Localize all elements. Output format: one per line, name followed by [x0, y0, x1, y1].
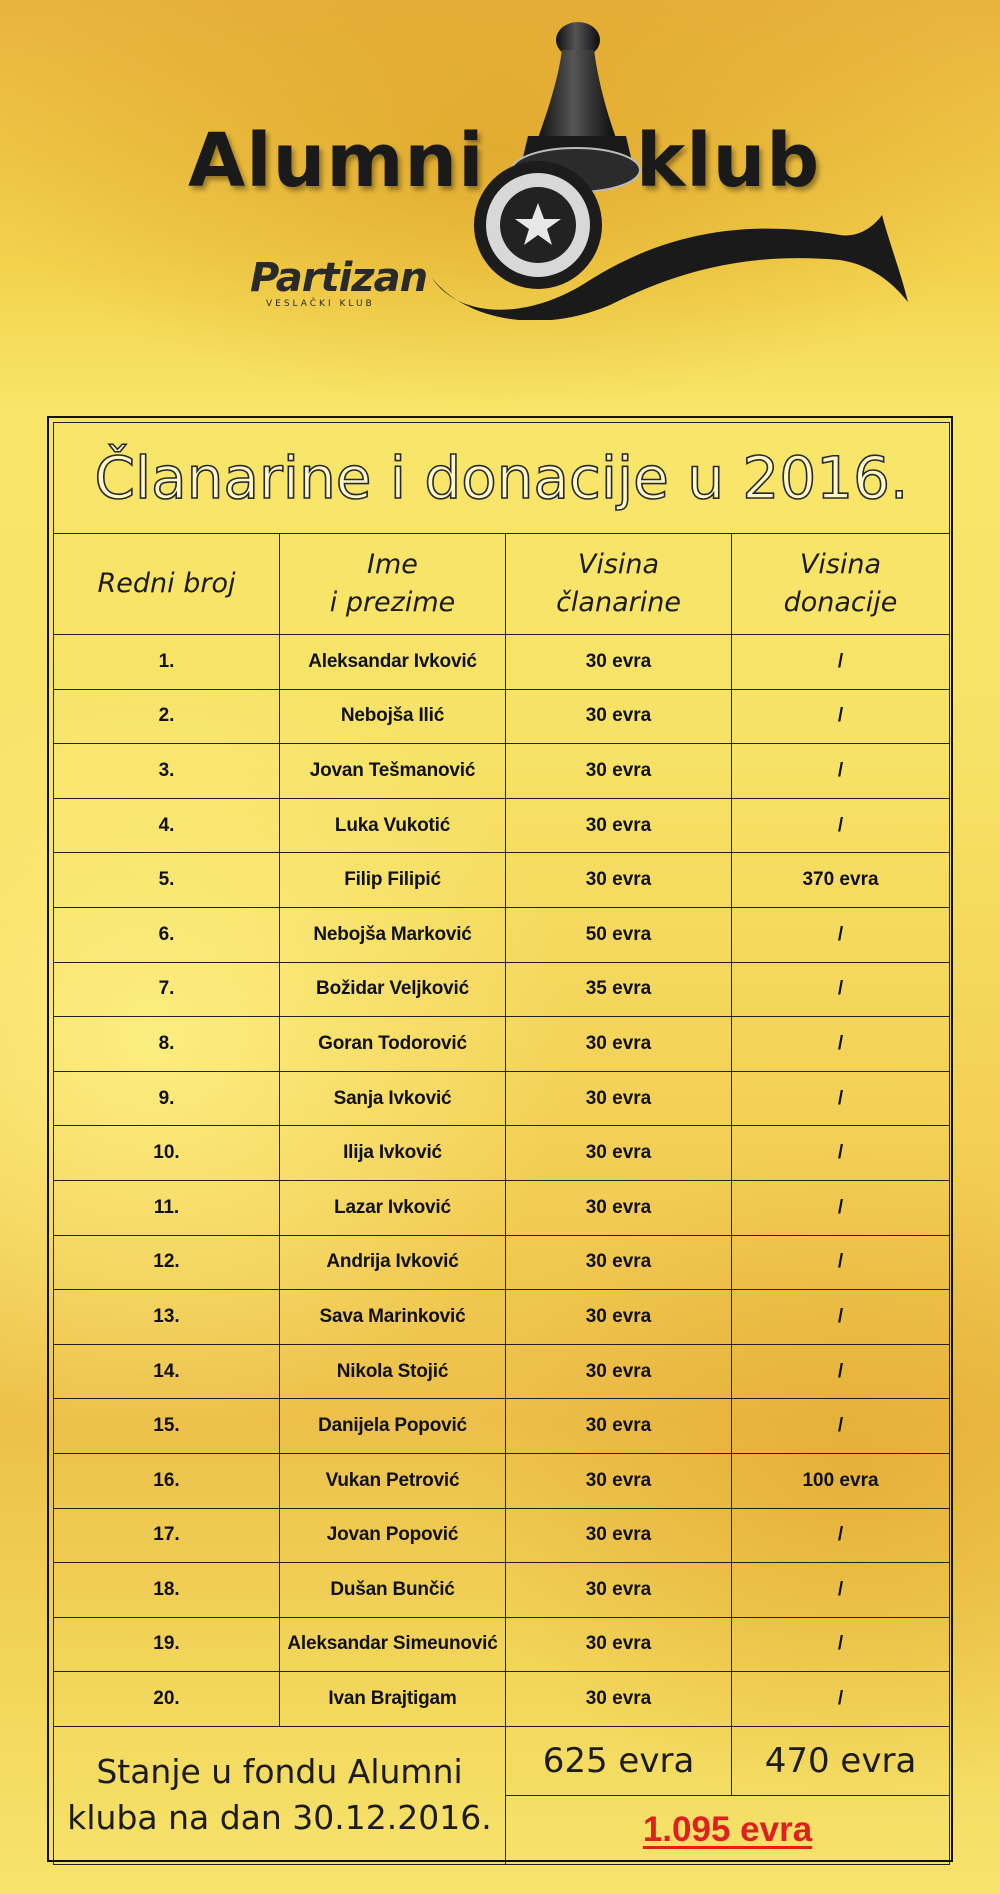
row-name: Nikola Stojić — [280, 1344, 506, 1399]
column-header-donation: Visina donacije — [732, 534, 950, 635]
table-row — [54, 1672, 950, 1727]
row-fee: 30 evra — [506, 798, 732, 853]
partizan-logo — [250, 255, 428, 309]
row-name: Aleksandar Ivković — [280, 635, 506, 690]
row-number: 11. — [54, 1180, 280, 1235]
table-row — [54, 853, 950, 908]
table-header-row — [54, 534, 950, 635]
row-donation: / — [732, 962, 950, 1017]
row-number: 10. — [54, 1126, 280, 1181]
row-donation: / — [732, 1071, 950, 1126]
table-row — [54, 1563, 950, 1618]
table-row — [54, 1290, 950, 1345]
row-donation: / — [732, 635, 950, 690]
row-name: Danijela Popović — [280, 1399, 506, 1454]
column-header-fee: Visina članarine — [506, 534, 732, 635]
row-name: Aleksandar Simeunović — [280, 1617, 506, 1672]
row-number: 2. — [54, 689, 280, 744]
row-fee: 30 evra — [506, 1399, 732, 1454]
row-fee: 35 evra — [506, 962, 732, 1017]
table-row — [54, 1344, 950, 1399]
table-row — [54, 1017, 950, 1072]
fund-totals-row — [54, 1726, 950, 1795]
row-number: 5. — [54, 853, 280, 908]
row-fee: 50 evra — [506, 907, 732, 962]
row-number: 16. — [54, 1453, 280, 1508]
table-row — [54, 1235, 950, 1290]
row-fee: 30 evra — [506, 635, 732, 690]
partizan-logo-name: Partizan — [250, 255, 428, 301]
table-row — [54, 907, 950, 962]
row-fee: 30 evra — [506, 1235, 732, 1290]
table-row — [54, 1453, 950, 1508]
row-number: 9. — [54, 1071, 280, 1126]
header-banner — [0, 0, 1000, 400]
brand-alumni: Alumni — [188, 118, 485, 204]
grand-total: 1.095 evra — [506, 1795, 950, 1864]
row-name: Andrija Ivković — [280, 1235, 506, 1290]
table-row — [54, 1617, 950, 1672]
row-fee: 30 evra — [506, 1290, 732, 1345]
row-number: 19. — [54, 1617, 280, 1672]
row-fee: 30 evra — [506, 744, 732, 799]
row-number: 12. — [54, 1235, 280, 1290]
row-name: Goran Todorović — [280, 1017, 506, 1072]
table-row — [54, 744, 950, 799]
row-number: 18. — [54, 1563, 280, 1618]
row-donation: / — [732, 689, 950, 744]
row-fee: 30 evra — [506, 1672, 732, 1727]
row-donation: / — [732, 1235, 950, 1290]
table-row — [54, 1126, 950, 1181]
table-row — [54, 1508, 950, 1563]
row-fee: 30 evra — [506, 1180, 732, 1235]
column-header-name: Ime i prezime — [280, 534, 506, 635]
row-number: 17. — [54, 1508, 280, 1563]
fund-label: Stanje u fondu Alumni kluba na dan 30.12.2016. — [54, 1726, 506, 1864]
row-fee: 30 evra — [506, 1071, 732, 1126]
row-fee: 30 evra — [506, 689, 732, 744]
row-name: Nebojša Marković — [280, 907, 506, 962]
row-fee: 30 evra — [506, 1508, 732, 1563]
row-donation: / — [732, 1290, 950, 1345]
row-name: Dušan Bunčić — [280, 1563, 506, 1618]
row-name: Vukan Petrović — [280, 1453, 506, 1508]
row-donation: / — [732, 1344, 950, 1399]
row-donation: 100 evra — [732, 1453, 950, 1508]
row-fee: 30 evra — [506, 1563, 732, 1618]
row-donation: 370 evra — [732, 853, 950, 908]
row-number: 8. — [54, 1017, 280, 1072]
table-row — [54, 689, 950, 744]
row-donation: / — [732, 1126, 950, 1181]
row-number: 4. — [54, 798, 280, 853]
donations-total: 470 evra — [732, 1726, 950, 1795]
contributions-table — [53, 422, 950, 1865]
row-donation: / — [732, 798, 950, 853]
fees-total: 625 evra — [506, 1726, 732, 1795]
table-row — [54, 962, 950, 1017]
row-donation: / — [732, 907, 950, 962]
row-donation: / — [732, 744, 950, 799]
row-number: 15. — [54, 1399, 280, 1454]
brand-klub: klub — [636, 118, 821, 204]
row-donation: / — [732, 1180, 950, 1235]
partizan-logo-subtitle: VESLAČKI KLUB — [266, 299, 375, 309]
row-fee: 30 evra — [506, 1453, 732, 1508]
row-name: Luka Vukotić — [280, 798, 506, 853]
row-number: 3. — [54, 744, 280, 799]
row-donation: / — [732, 1563, 950, 1618]
row-donation: / — [732, 1672, 950, 1727]
row-number: 20. — [54, 1672, 280, 1727]
row-donation: / — [732, 1017, 950, 1072]
table-row — [54, 1180, 950, 1235]
row-number: 13. — [54, 1290, 280, 1345]
table-row — [54, 1399, 950, 1454]
row-donation: / — [732, 1617, 950, 1672]
row-name: Sanja Ivković — [280, 1071, 506, 1126]
table-title: Članarine i donacije u 2016. — [54, 423, 950, 534]
row-number: 14. — [54, 1344, 280, 1399]
row-name: Božidar Veljković — [280, 962, 506, 1017]
row-name: Jovan Popović — [280, 1508, 506, 1563]
row-fee: 30 evra — [506, 853, 732, 908]
row-number: 6. — [54, 907, 280, 962]
row-name: Ivan Brajtigam — [280, 1672, 506, 1727]
row-fee: 30 evra — [506, 1617, 732, 1672]
row-name: Jovan Tešmanović — [280, 744, 506, 799]
row-donation: / — [732, 1508, 950, 1563]
column-header-number: Redni broj — [54, 534, 280, 635]
row-fee: 30 evra — [506, 1126, 732, 1181]
row-name: Filip Filipić — [280, 853, 506, 908]
row-fee: 30 evra — [506, 1344, 732, 1399]
row-number: 7. — [54, 962, 280, 1017]
row-number: 1. — [54, 635, 280, 690]
row-name: Nebojša Ilić — [280, 689, 506, 744]
row-name: Ilija Ivković — [280, 1126, 506, 1181]
row-name: Lazar Ivković — [280, 1180, 506, 1235]
row-name: Sava Marinković — [280, 1290, 506, 1345]
table-row — [54, 1071, 950, 1126]
row-donation: / — [732, 1399, 950, 1454]
contributions-table-frame — [47, 416, 953, 1862]
row-fee: 30 evra — [506, 1017, 732, 1072]
table-row — [54, 798, 950, 853]
table-row — [54, 635, 950, 690]
